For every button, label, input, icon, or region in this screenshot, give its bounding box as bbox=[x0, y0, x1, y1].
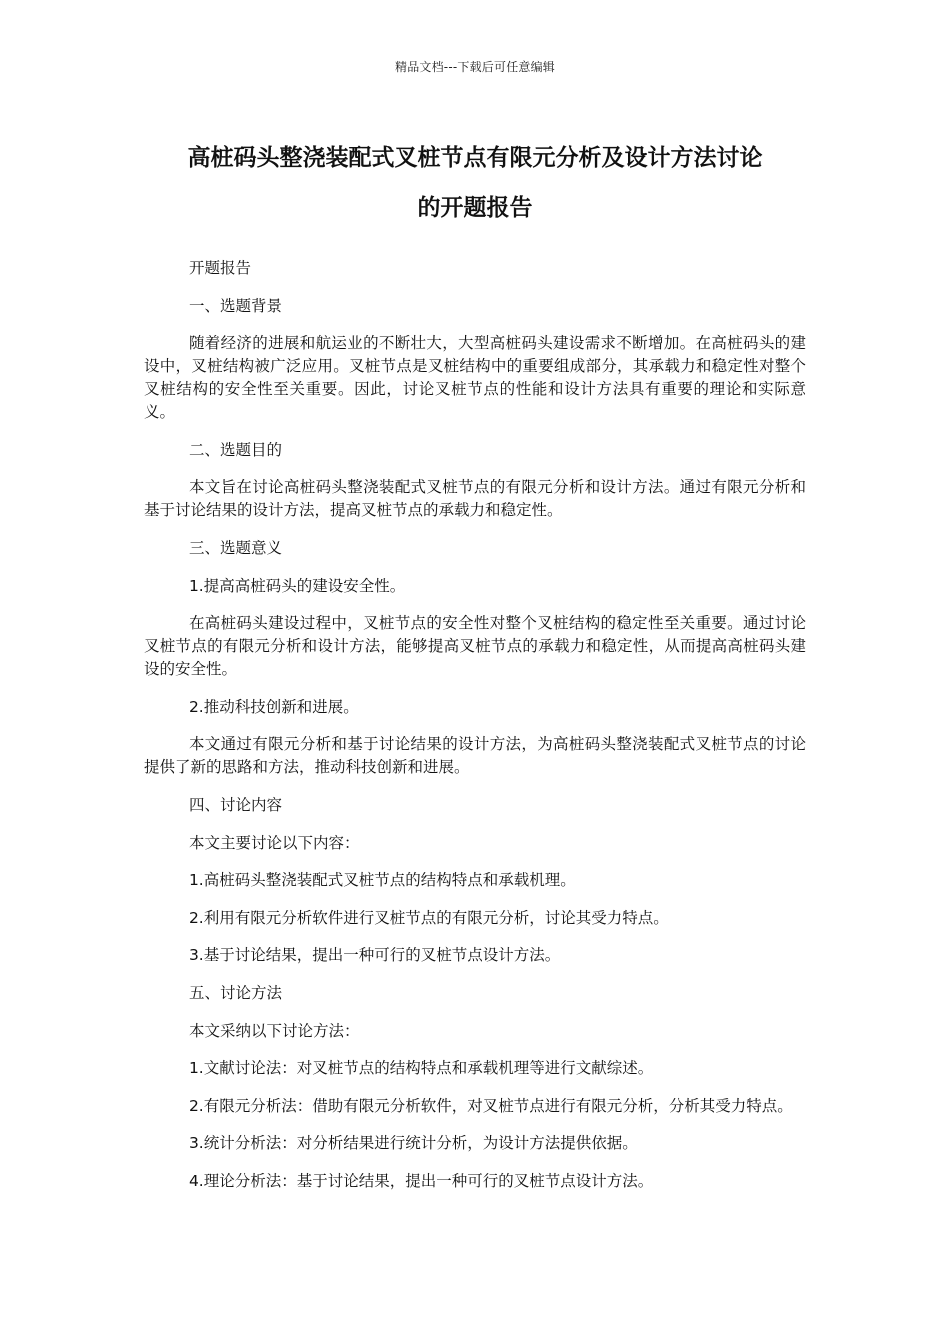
section-heading-significance: 三、选题意义 bbox=[188, 538, 282, 557]
significance-item-1: 1.提高高桩码头的建设安全性。 bbox=[188, 576, 406, 595]
content-item-2: 2.利用有限元分析软件进行叉桩节点的有限元分析，讨论其受力特点。 bbox=[188, 908, 669, 927]
background-paragraph: 随着经济的进展和航运业的不断壮大，大型高桩码头建设需求不断增加。在高桩码头的建设中，叉桩结构被广泛应用。叉桩节点是叉桩结构中的重要组成部分，其承载力和稳定性对整个叉桩结构的安全性至关重要。因此，讨论叉桩节点的性能和设计方法具有重要的理论和实际意义。 bbox=[144, 334, 806, 422]
content-item-3: 3.基于讨论结果，提出一种可行的叉桩节点设计方法。 bbox=[188, 946, 561, 965]
content-item-1: 1.高桩码头整浇装配式叉桩节点的结构特点和承载机理。 bbox=[188, 871, 576, 890]
content-intro: 本文主要讨论以下内容： bbox=[188, 833, 360, 852]
purpose-paragraph: 本文旨在讨论高桩码头整浇装配式叉桩节点的有限元分析和设计方法。通过有限元分析和基于讨论结果的设计方法，提高叉桩节点的承载力和稳定性。 bbox=[144, 478, 806, 520]
document-title-line-2: 的开题报告 bbox=[417, 195, 533, 221]
section-heading-background: 一、选题背景 bbox=[188, 296, 282, 315]
methods-item-2: 2.有限元分析法：借助有限元分析软件，对叉桩节点进行有限元分析，分析其受力特点。 bbox=[188, 1096, 793, 1115]
section-heading-content: 四、讨论内容 bbox=[188, 795, 282, 814]
section-heading-purpose: 二、选题目的 bbox=[188, 440, 282, 459]
methods-intro: 本文采纳以下讨论方法： bbox=[188, 1021, 360, 1040]
section-heading-methods: 五、讨论方法 bbox=[188, 983, 282, 1002]
document-body bbox=[144, 257, 806, 1207]
methods-item-3: 3.统计分析法：对分析结果进行统计分析，为设计方法提供依据。 bbox=[188, 1134, 638, 1153]
significance-item-2: 2.推动科技创新和进展。 bbox=[188, 697, 359, 716]
document-title bbox=[130, 133, 820, 233]
methods-item-4: 4.理论分析法：基于讨论结果，提出一种可行的叉桩节点设计方法。 bbox=[188, 1171, 654, 1190]
methods-item-1: 1.文献讨论法：对叉桩节点的结构特点和承载机理等进行文献综述。 bbox=[188, 1059, 654, 1078]
report-label: 开题报告 bbox=[188, 259, 251, 277]
significance-paragraph-1: 在高桩码头建设过程中，叉桩节点的安全性对整个叉桩结构的稳定性至关重要。通过讨论叉桩节点的有限元分析和设计方法，能够提高叉桩节点的承载力和稳定性，从而提高高桩码头建设的安全性。 bbox=[144, 614, 806, 679]
significance-paragraph-2: 本文通过有限元分析和基于讨论结果的设计方法，为高桩码头整浇装配式叉桩节点的讨论提供了新的思路和方法，推动科技创新和进展。 bbox=[144, 735, 806, 777]
page-header: 精品文档---下载后可任意编辑 bbox=[395, 60, 555, 74]
document-title-line-1: 高桩码头整浇装配式叉桩节点有限元分析及设计方法讨论 bbox=[187, 145, 763, 171]
